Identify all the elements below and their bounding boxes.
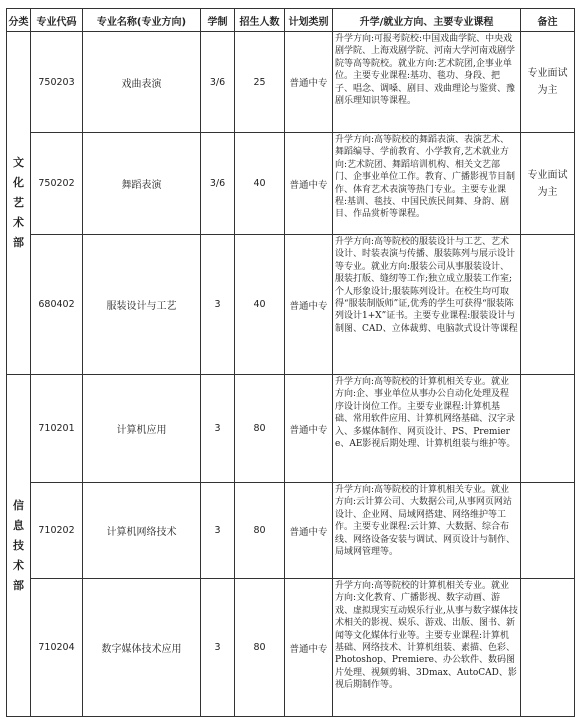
cell-count: 40 xyxy=(235,133,285,235)
dept-info-tech: 信 息 技 术 部 xyxy=(7,375,31,717)
header-direction: 升学/就业方向、主要专业课程 xyxy=(333,9,521,32)
cell-description: 升学方向:高等院校的服装设计与工艺、艺术设计、时装表演与传播、服装陈列与展示设计等专业。就业方向:服装公司从事服装设计、服装打版、缝纫等工作;独立成立服装工作室;个人形象设计;服装陈列设计。在校生均可取得“服装制版师”证,优秀的学生可获得“服装陈列设计1+X”证书。主要专业课程:服装设计与制图、CAD、立体裁剪、电脑款式设计等课程 xyxy=(333,235,521,375)
cell-description: 升学方向:高等院校的计算机相关专业。就业方向:云计算公司、大数据公司,从事网页网站设计、企业网、局域网搭建、网络维护等工作。主要专业课程:云计算、大数据、综合布线、网络设备安装与调试、网页设计与制作、局域网管理等。 xyxy=(333,483,521,579)
header-category: 分类 xyxy=(7,9,31,32)
header-name: 专业名称(专业方向) xyxy=(83,9,201,32)
cell-note: 专业面试为主 xyxy=(521,133,575,235)
header-type: 计划类别 xyxy=(285,9,333,32)
cell-code: 750202 xyxy=(31,133,83,235)
header-code: 专业代码 xyxy=(31,9,83,32)
cell-type: 普通中专 xyxy=(285,32,333,133)
cell-type: 普通中专 xyxy=(285,483,333,579)
header-years: 学制 xyxy=(201,9,235,32)
cell-code: 750203 xyxy=(31,32,83,133)
cell-count: 80 xyxy=(235,579,285,717)
cell-note xyxy=(521,483,575,579)
cell-description: 升学方向:可报考院校:中国戏曲学院、中央戏剧学院、上海戏剧学院、河南大学河南戏剧学院等高等院校。就业方向:艺术院团,企事业单位。主要专业课程:基功、毯功、身段、把子、唱念、调嗓、剧目、戏曲理论与鉴赏、豫剧乐理知识等课程。 xyxy=(333,32,521,133)
cell-code: 710201 xyxy=(31,375,83,483)
cell-years: 3 xyxy=(201,579,235,717)
cell-years: 3/6 xyxy=(201,133,235,235)
cell-type: 普通中专 xyxy=(285,375,333,483)
table-row xyxy=(7,235,575,375)
cell-years: 3/6 xyxy=(201,32,235,133)
cell-note: 专业面试为主 xyxy=(521,32,575,133)
cell-name: 数字媒体技术应用 xyxy=(83,579,201,717)
cell-name: 计算机应用 xyxy=(83,375,201,483)
cell-years: 3 xyxy=(201,375,235,483)
cell-description: 升学方向:高等院校的舞蹈表演、表演艺术、舞蹈编导、学前教育、小学教育,艺术就业方向:艺术院团、舞蹈培训机构、相关文艺部门、企事业单位工作。教育、广播影视节目制作、体育艺术表演等热门专业。主要专业课程:基训、毯技、中国民族民间舞、身韵、剧目、作品赏析等课程。 xyxy=(333,133,521,235)
table-row xyxy=(7,579,575,717)
header-count: 招生人数 xyxy=(235,9,285,32)
cell-type: 普通中专 xyxy=(285,235,333,375)
cell-note xyxy=(521,235,575,375)
cell-name: 计算机网络技术 xyxy=(83,483,201,579)
cell-name: 服装设计与工艺 xyxy=(83,235,201,375)
cell-count: 40 xyxy=(235,235,285,375)
cell-code: 710204 xyxy=(31,579,83,717)
cell-type: 普通中专 xyxy=(285,133,333,235)
table-row xyxy=(7,133,575,235)
cell-code: 680402 xyxy=(31,235,83,375)
cell-name: 舞蹈表演 xyxy=(83,133,201,235)
cell-note xyxy=(521,579,575,717)
cell-name: 戏曲表演 xyxy=(83,32,201,133)
header-note: 备注 xyxy=(521,9,575,32)
table-row xyxy=(7,483,575,579)
cell-count: 80 xyxy=(235,483,285,579)
program-table xyxy=(6,8,575,717)
cell-description: 升学方向:高等院校的计算机相关专业。就业方向:企、事业单位从事办公自动化处理及程序设计岗位工作。主要专业课程:计算机基础、常用软件应用、计算机网络基础、汉字录入、多媒体制作、网页设计、PS、Premiere、AE影视后期处理、计算机组装与维护等。 xyxy=(333,375,521,483)
dept-culture-arts: 文 化 艺 术 部 xyxy=(7,32,31,375)
header-row xyxy=(7,9,575,32)
cell-count: 25 xyxy=(235,32,285,133)
cell-note xyxy=(521,375,575,483)
table-row xyxy=(7,375,575,483)
cell-count: 80 xyxy=(235,375,285,483)
cell-years: 3 xyxy=(201,483,235,579)
cell-type: 普通中专 xyxy=(285,579,333,717)
table-row xyxy=(7,32,575,133)
cell-code: 710202 xyxy=(31,483,83,579)
cell-years: 3 xyxy=(201,235,235,375)
cell-description: 升学方向:高等院校的计算机相关专业。就业方向:文化教育、广播影视、数字动画、游戏、虚拟现实互动娱乐行业,从事与数字媒体技术相关的影视、娱乐、游戏、出版、图书、新闻等文化媒体行业等。主要专业课程:计算机基础、网络技术、计算机组装、素描、色彩、Photoshop、Premiere、办公软件、数码图片处理、视频剪辑、3Dmax、AutoCAD、影视后期制作等。 xyxy=(333,579,521,717)
